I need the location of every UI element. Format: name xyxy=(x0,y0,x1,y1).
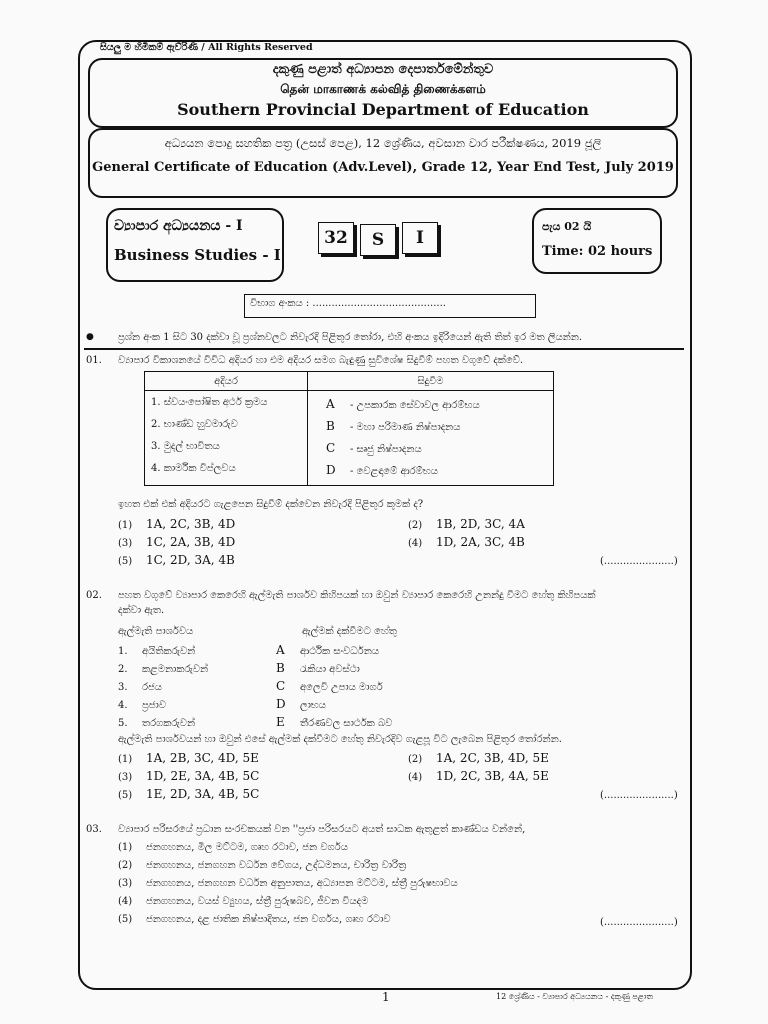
page-number: 1 xyxy=(382,990,390,1004)
q3-option-5[interactable]: (5) ජනගහනය, දළ ජාතික නිෂ්පාදිතය, ජන වර්ගය, ගෘහ රටාව xyxy=(118,914,391,925)
duration-english: Time: 02 hours xyxy=(542,244,653,259)
q1-event-b: - මහා පරිමාණ නිෂ්පාදනය xyxy=(350,422,461,433)
q2-row-3: 3. රජය C අලෙවි උපාය මාර්ග xyxy=(118,679,383,693)
exam-sinhala: අධ්‍යයන පොදු සහතික පත්‍ර (උසස් පෙළ), 12 ශ්‍රේණිය, අවසාන වාර පරීක්ෂණය, 2019 ජූලි xyxy=(164,136,602,150)
instruction-bullet: ● xyxy=(86,332,94,342)
q2-option-3[interactable]: (3) 1D, 2E, 3A, 4B, 5C xyxy=(118,769,260,783)
instruction-text: ප්‍රශ්න අංක 1 සිට 30 දක්වා වූ ප්‍රශ්නවලට නිවැරදි පිළිතුර තෝරා, එහි අංකය ඉදිරියෙන් ඇති තිත් ඉර මත ලියන්න. xyxy=(118,332,583,343)
index-number-label: විභාග අංකය : .......................................... xyxy=(250,298,446,309)
medium-code-box: S xyxy=(360,224,396,256)
subject-english: Business Studies - I xyxy=(114,246,281,264)
q1-option-4[interactable]: (4) 1D, 2A, 3C, 4B xyxy=(408,535,525,549)
q2-option-2[interactable]: (2) 1A, 2C, 3B, 4D, 5E xyxy=(408,751,549,765)
q2-col-left-header: ඇල්මැති පාර්ශවය xyxy=(118,626,194,637)
q1-event-key-a: A xyxy=(326,397,335,411)
duration-sinhala: පැය 02 යි xyxy=(542,220,592,233)
q2-number: 02. xyxy=(86,590,102,601)
running-title: 12 ශ්‍රේණිය - ව්‍යාපාර අධ්‍යයනය - දකුණු පළාත xyxy=(496,992,654,1001)
q1-option-2[interactable]: (2) 1B, 2D, 3C, 4A xyxy=(408,517,525,531)
q3-option-4[interactable]: (4) ජනගහනය, වයස් ව්‍යුහය, ස්ත්‍රී පුරුෂබව, ජීවන වියදම xyxy=(118,896,369,907)
dept-english: Southern Provincial Department of Education xyxy=(177,100,589,119)
q1-event-c: - සෘජු නිෂ්පාදනය xyxy=(350,444,422,455)
paper-code-box: I xyxy=(402,222,438,254)
instruction-rule xyxy=(84,348,684,350)
q2-option-1[interactable]: (1) 1A, 2B, 3C, 4D, 5E xyxy=(118,751,259,765)
exam-english: General Certificate of Education (Adv.Level), Grade 12, Year End Test, July 2019 xyxy=(92,160,674,175)
q1-number: 01. xyxy=(86,355,102,366)
q2-answer-blank[interactable]: (......................) xyxy=(600,790,678,801)
q3-option-1[interactable]: (1) ජනගහනය, මිල මට්ටම, ගෘහ රටාව, ජන වර්ගය xyxy=(118,842,348,853)
q2-text-line1: පහත වගුවේ ව්‍යාපාර කෙරෙහි ඇල්මැති පාර්ශව කිහිපයක් හා ඔවුන් ව්‍යාපාර කෙරෙහි උනන්දු වීමට හේතු කිහිපයක් xyxy=(118,590,596,601)
q1-stage-cell xyxy=(145,391,308,486)
q1-event-cell xyxy=(308,391,554,486)
q3-number: 03. xyxy=(86,824,102,835)
q1-event-d: - වෙළඳාමේ ආරම්භය xyxy=(350,466,438,477)
q2-prompt: ඇල්මැති පාර්ශවයන් හා ඔවුන් එසේ ඇල්මක් දක්වීමට හේතු නිවැරදිව ගැළපූ විට ලැබෙන පිළිතුර තෝරන්න. xyxy=(118,734,562,745)
q1-event-key-b: B xyxy=(326,419,335,433)
q1-header-stage: අදියර xyxy=(145,372,308,391)
q1-event-a: - උපකාරක සේවාවල ආරම්භය xyxy=(350,400,480,411)
q1-stage-1: 1. ස්වයංපෝෂිත අර්ථ ක්‍රමය xyxy=(151,397,268,408)
q1-answer-blank[interactable]: (......................) xyxy=(600,556,678,567)
dept-tamil: தென் மாகாணக் கல்வித் திணைக்களம் xyxy=(280,82,486,96)
q1-event-key-d: D xyxy=(326,463,336,477)
dept-sinhala: දකුණු පළාත් අධ්‍යාපන දෙපාර්තමේන්තුව xyxy=(272,62,494,77)
q2-row-4: 4. ප්‍රජාව D ලාභය xyxy=(118,697,326,711)
q1-prompt: ඉහත එක් එක් අදියරට ගැළපෙන සිදුවීම් දක්වෙන නිවැරදි පිළිතුර කුමක් ද? xyxy=(118,499,424,510)
q2-row-1: 1. අයිතිකරුවන් A ආර්ථික සංවර්ධනය xyxy=(118,643,380,657)
subject-code-box: 32 xyxy=(318,222,354,254)
q2-option-4[interactable]: (4) 1D, 2C, 3B, 4A, 5E xyxy=(408,769,549,783)
duration-box xyxy=(532,208,662,274)
q3-text: ව්‍යාපාර පරිසරයේ ප්‍රධාන සංරචකයක් වන ''ප්‍රජා පරිසරයට අයත් සාධක ඇතුළත් කාණ්ඩය වන්නේ, xyxy=(118,824,526,835)
q1-stage-2: 2. භාණ්ඩ හුවමාරුව xyxy=(151,419,238,430)
q2-text-line2: දක්වා ඇත. xyxy=(118,605,165,616)
q1-event-key-c: C xyxy=(326,441,336,455)
q3-answer-blank[interactable]: (......................) xyxy=(600,917,678,928)
q2-option-5[interactable]: (5) 1E, 2D, 3A, 4B, 5C xyxy=(118,787,260,801)
q1-match-table xyxy=(144,371,554,486)
q1-option-1[interactable]: (1) 1A, 2C, 3B, 4D xyxy=(118,517,236,531)
q1-option-3[interactable]: (3) 1C, 2A, 3B, 4D xyxy=(118,535,236,549)
q2-row-2: 2. කළමනාකරුවන් B රැකියා අවස්ථා xyxy=(118,661,360,675)
q2-row-5: 5. තරගකරුවන් E තීරණවල සාර්ථක බව xyxy=(118,715,393,729)
rights-notice: සියලු ම හිමිකම් ඇව්රිණි / All Rights Reserved xyxy=(96,42,317,53)
q3-option-3[interactable]: (3) ජනගහනය, ජනගහන වර්ධන අනුපාතය, අධ්‍යාපන මට්ටම, ස්ත්‍රී පුරුෂභාවය xyxy=(118,878,458,889)
q1-header-event: සිදුවීම xyxy=(308,372,554,391)
q1-stage-3: 3. මුදල් භාවිතය xyxy=(151,441,220,452)
q2-col-right-header: ඇල්මක් දක්වීමට හේතු xyxy=(302,626,397,637)
q1-option-5[interactable]: (5) 1C, 2D, 3A, 4B xyxy=(118,553,235,567)
subject-sinhala: ව්‍යාපාර අධ්‍යයනය - I xyxy=(114,218,243,234)
q1-stage-4: 4. කාර්මික විප්ලවය xyxy=(151,463,236,474)
q1-text: ව්‍යාපාර විකාශනයේ විවිධ අදියර හා එම අදියර සමග බැඳුණු සුවිශේෂ සිදුවීම් පහත වගුවේ දක්වේ. xyxy=(118,355,524,366)
q3-option-2[interactable]: (2) ජනගහනය, ජනගහන වර්ධන වේගය, උද්ධමනය, චාරිත්‍ර වාරිත්‍ර xyxy=(118,860,407,871)
